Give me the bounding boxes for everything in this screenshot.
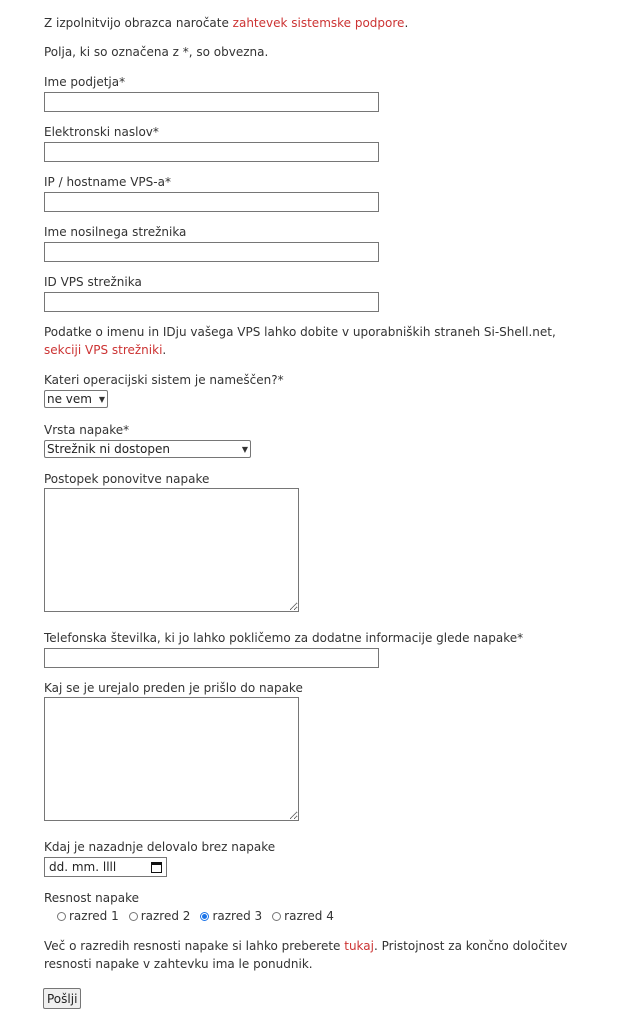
phone-input[interactable] [44, 648, 379, 668]
repro-textarea[interactable] [44, 488, 299, 612]
host-label: Ime nosilnega strežnika [44, 225, 187, 239]
radio-icon[interactable] [129, 912, 138, 921]
severity-option-label: razred 2 [140, 909, 191, 923]
severity-radio-group [57, 908, 344, 924]
ip-input[interactable] [44, 192, 379, 212]
changes-textarea[interactable] [44, 697, 299, 821]
chevron-down-icon: ▼ [241, 444, 248, 454]
severity-option-label: razred 3 [212, 909, 263, 923]
changes-label: Kaj se je urejalo preden je prišlo do napake [44, 681, 303, 695]
os-select-value: ne vem [47, 392, 92, 406]
last-ok-label: Kdaj je nazadnje delovalo brez napake [44, 840, 276, 854]
host-input[interactable] [44, 242, 379, 262]
error-type-label: Vrsta napake* [44, 423, 130, 437]
intro-text [44, 15, 408, 31]
email-label: Elektronski naslov* [44, 125, 159, 139]
intro-text-before: Z izpolnitvijo obrazca naročate [44, 16, 233, 30]
radio-icon[interactable] [57, 912, 66, 921]
date-placeholder: dd. mm. llll [49, 860, 117, 874]
severity-note-line2: resnosti napake v zahtevku ima le ponudnik. [44, 957, 313, 971]
severity-note-after: . Pristojnost za končno določitev [374, 939, 568, 953]
severity-option-1[interactable] [57, 909, 119, 923]
severity-option-label: razred 4 [284, 909, 334, 923]
phone-label: Telefonska številka, ki jo lahko pokličemo za dodatne informacije glede napake* [44, 631, 524, 645]
support-request-link[interactable]: zahtevek sistemske podpore [232, 16, 405, 30]
os-label: Kateri operacijski sistem je nameščen?* [44, 373, 284, 387]
vps-id-label: ID VPS strežnika [44, 275, 142, 289]
email-input[interactable] [44, 142, 379, 162]
vps-servers-link[interactable]: sekciji VPS strežniki [44, 343, 163, 357]
severity-note-line1 [44, 938, 567, 954]
severity-info-link[interactable]: tukaj [344, 939, 374, 953]
severity-label: Resnost napake [44, 891, 139, 905]
chevron-down-icon: ▼ [98, 394, 105, 404]
repro-label: Postopek ponovitve napake [44, 472, 210, 486]
company-label: Ime podjetja* [44, 75, 126, 89]
radio-icon[interactable] [272, 912, 281, 921]
info-after: . [162, 343, 167, 357]
info-line1: Podatke o imenu in IDju vašega VPS lahko dobite v uporabniških straneh Si-Shell.net, [44, 325, 556, 339]
error-type-select-value: Strežnik ni dostopen [47, 442, 170, 456]
intro-text-after: . [404, 16, 409, 30]
severity-option-label: razred 1 [69, 909, 119, 923]
vps-id-input[interactable] [44, 292, 379, 312]
submit-button[interactable]: Pošlji [43, 988, 81, 1009]
required-note: Polja, ki so označena z *, so obvezna. [44, 45, 269, 59]
severity-option-3[interactable] [200, 909, 262, 923]
company-input[interactable] [44, 92, 379, 112]
calendar-icon[interactable] [151, 862, 162, 873]
error-type-select[interactable] [44, 440, 251, 458]
last-ok-date-input[interactable] [44, 857, 167, 877]
radio-selected-icon[interactable] [200, 912, 209, 921]
info-line2 [44, 342, 166, 358]
severity-note-before: Več o razredih resnosti napake si lahko preberete [44, 939, 345, 953]
severity-option-4[interactable] [272, 909, 334, 923]
ip-label: IP / hostname VPS-a* [44, 175, 171, 189]
severity-option-2[interactable] [129, 909, 191, 923]
os-select[interactable] [44, 390, 108, 408]
